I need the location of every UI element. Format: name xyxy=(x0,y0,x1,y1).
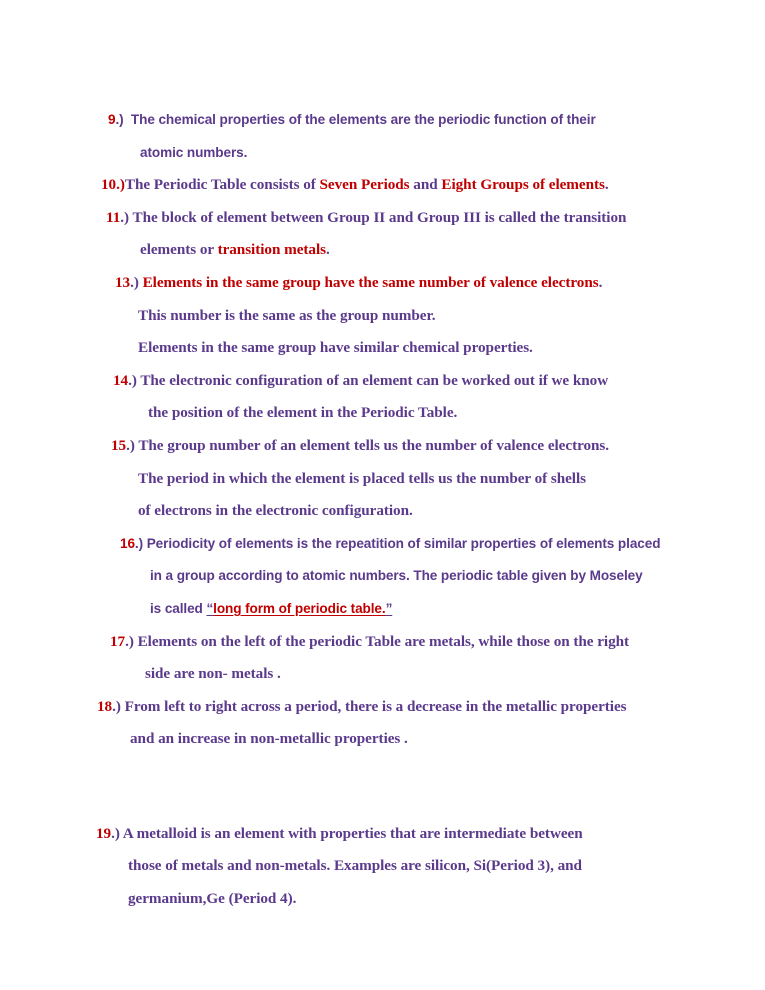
text-body: of electrons in the electronic configuration. xyxy=(138,502,413,520)
text-body: .) xyxy=(112,697,121,715)
text-body: .) xyxy=(126,436,135,454)
text-emphasis: 17 xyxy=(110,632,126,650)
note-continuation-line xyxy=(0,560,765,593)
text-emphasis: 10 xyxy=(101,176,117,194)
text-body: side are non- metals . xyxy=(145,665,281,683)
note-continuation-line xyxy=(0,883,765,916)
note-continuation-line xyxy=(0,593,765,626)
note-item xyxy=(0,267,765,365)
text-body: The block of element between Group II and Group III is called the transition xyxy=(129,208,627,226)
text-body: germanium,Ge (Period 4). xyxy=(128,890,297,908)
note-item xyxy=(0,202,765,267)
note-continuation-line xyxy=(0,463,765,496)
text-body: The group number of an element tells us the number of valence electrons. xyxy=(134,436,610,454)
note-continuation-line xyxy=(0,723,765,756)
text-emphasis: .) xyxy=(116,176,125,194)
text-body: The chemical properties of the elements are the periodic function of their xyxy=(123,112,596,127)
text-body: those of metals and non-metals. Examples are silicon, Si(Period 3), and xyxy=(128,857,582,875)
text-emphasis: Seven Periods xyxy=(319,176,410,194)
text-body: A metalloid is an element with properties that are intermediate between xyxy=(119,824,583,842)
text-body: .) xyxy=(125,632,134,650)
note-first-line xyxy=(0,818,765,851)
text-body: ” xyxy=(385,600,393,616)
note-continuation-line xyxy=(0,495,765,528)
text-body: the position of the element in the Periodic Table. xyxy=(148,404,458,422)
text-emphasis: long form of periodic table. xyxy=(213,600,386,616)
text-body: . xyxy=(598,273,603,291)
note-continuation-line xyxy=(0,300,765,333)
text-body: . xyxy=(604,176,609,194)
text-emphasis: 15 xyxy=(111,436,127,454)
note-first-line xyxy=(0,202,765,235)
text-body: .) xyxy=(128,371,137,389)
note-continuation-line xyxy=(0,397,765,430)
text-body: elements or xyxy=(140,241,218,259)
note-first-line xyxy=(0,626,765,659)
note-first-line xyxy=(0,104,765,137)
text-body: The electronic configuration of an element can be worked out if we know xyxy=(136,371,609,389)
note-item xyxy=(0,691,765,756)
text-body: .) xyxy=(115,112,124,127)
note-item xyxy=(0,818,765,916)
note-first-line xyxy=(0,365,765,398)
note-item xyxy=(0,365,765,430)
note-item xyxy=(0,430,765,528)
text-body: The period in which the element is placed tells us the number of shells xyxy=(138,469,587,487)
note-continuation-line xyxy=(0,234,765,267)
note-first-line xyxy=(0,528,765,561)
text-emphasis: 16 xyxy=(120,535,135,551)
text-emphasis: 11 xyxy=(106,208,121,226)
text-body: .) xyxy=(134,535,144,551)
text-emphasis: 14 xyxy=(113,371,129,389)
text-body: .) xyxy=(111,824,120,842)
text-body: This number is the same as the group number. xyxy=(138,306,436,324)
text-emphasis: 19 xyxy=(96,824,112,842)
note-first-line xyxy=(0,169,765,202)
text-body: .) xyxy=(130,273,139,291)
text-body: atomic numbers. xyxy=(140,144,248,160)
note-continuation-line xyxy=(0,658,765,691)
paragraph-gap xyxy=(0,756,765,818)
notes-list xyxy=(0,104,765,916)
text-emphasis: transition metals xyxy=(217,241,326,259)
text-body: is called xyxy=(150,600,207,616)
text-body: Periodicity of elements is the repeatition of similar properties of elements placed xyxy=(143,535,661,551)
text-body: . xyxy=(325,241,330,259)
text-body: From left to right across a period, there is a decrease in the metallic properties xyxy=(120,697,627,715)
text-body: “ xyxy=(206,600,214,616)
text-body: and an increase in non-metallic properties . xyxy=(130,730,408,748)
note-first-line xyxy=(0,430,765,463)
note-continuation-line xyxy=(0,137,765,170)
note-continuation-line xyxy=(0,850,765,883)
note-item xyxy=(0,104,765,169)
note-continuation-line xyxy=(0,332,765,365)
note-item xyxy=(0,528,765,626)
text-emphasis: 18 xyxy=(97,697,113,715)
note-item xyxy=(0,169,765,202)
text-emphasis: 9 xyxy=(108,112,116,127)
note-item xyxy=(0,626,765,691)
text-emphasis: 13 xyxy=(115,273,131,291)
note-first-line xyxy=(0,267,765,300)
text-body: .) xyxy=(120,208,130,226)
text-body: Elements on the left of the periodic Table are metals, while those on the right xyxy=(133,632,630,650)
text-body: The Periodic Table consists of xyxy=(124,176,320,194)
text-body: and xyxy=(409,176,442,194)
text-body: Elements in the same group have similar chemical properties. xyxy=(138,339,533,357)
note-first-line xyxy=(0,691,765,724)
text-emphasis: Elements in the same group have the same number of valence electrons xyxy=(138,273,599,291)
text-body: in a group according to atomic numbers. The periodic table given by Moseley xyxy=(150,568,643,584)
text-emphasis: Eight Groups of elements xyxy=(441,176,605,194)
